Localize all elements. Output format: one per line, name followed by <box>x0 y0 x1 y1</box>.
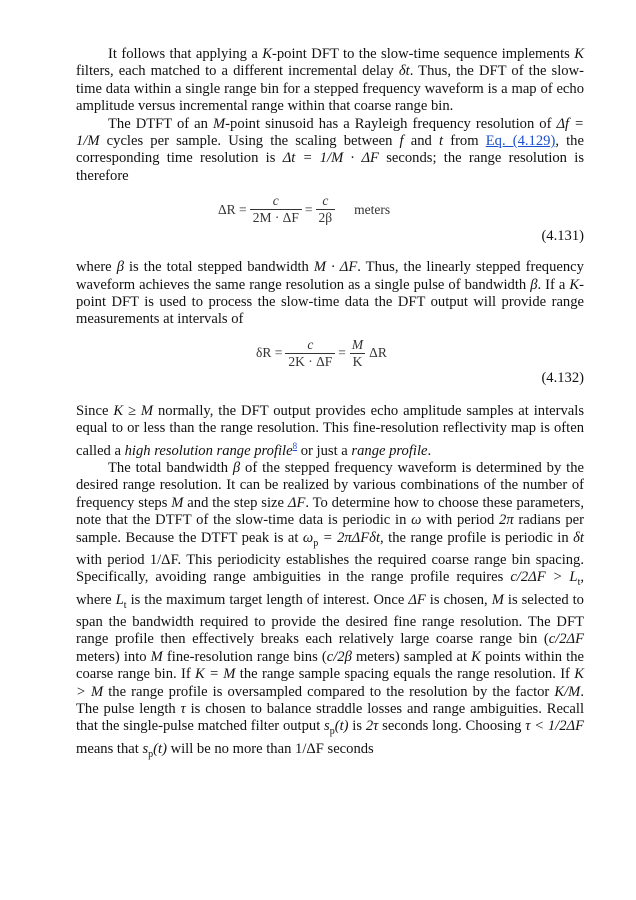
paragraph-dtft-resolution: The DTFT of an M-point sinusoid has a Rayleigh frequency resolution of Δf = 1/M cycles per sample. Using the scaling between f and t from Eq. (4.129), the corresponding time resolution is Δt = 1/M · ΔF seconds; the range resolution is therefore <box>76 115 584 184</box>
paragraph-stepped-frequency-design: The total bandwidth β of the stepped frequency waveform is determined by the desired range resolution. It can be realized by various combinations of the number of frequency steps M and the step size ΔF. To determine how to choose these parameters, note that the DTFT of the slow-time data is periodic in ω with period 2π radians per sample. Because the DTFT peak is at $\omega_p = 2\pi\Delta F\delta t$, the range profile is periodic in δt with period 1/ΔF. This periodicity establishes the required coarse range bin spacing. Specifically, avoiding range ambiguities in the range profile requires $c/2\Delta F > L_t$, where $L_t$ is the maximum target length of interest. Once ΔF is chosen, M is selected to span the bandwidth required to provide the desired fine range resolution. The DFT range profile then effectively breaks each relatively large coarse range bin (c/2ΔF meters) into M fine-resolution range bins (c/2β meters) sampled at K points within the coarse range bin. If K = M the range sample spacing equals the range resolution. If K > M the range profile is oversampled compared to the resolution by the factor K/M. The pulse length τ is chosen to balance straddle losses and range ambiguities. Recall that the single-pulse matched filter output $s_p(t)$ is 2τ seconds long. Choosing τ < 1/2ΔF means that $s_p(t)$ will be no more than 1/ΔF seconds <box>76 459 585 760</box>
equation-4-132 <box>76 337 584 387</box>
equation-number: (4.132) <box>541 369 584 386</box>
equation-4-132-formula: δR = $\frac{c}{2K \cdot \Delta F}$ = $\frac{M}{K}$ ΔR <box>256 336 387 369</box>
equation-4-131-formula: ΔR = $\frac{c}{2M \cdot \Delta F}$ = $\frac{c}{2\beta}$ meters <box>218 193 391 226</box>
eq-lhs: ΔR = <box>218 201 247 217</box>
paragraph-dft-filters: It follows that applying a K-point DFT to the slow-time sequence implements K filters, each matched to a different incremental delay δt. Thus, the DFT of the slow-time data within a single range bin for a stepped frequency waveform is a map of echo amplitude versus incremental range within that coarse range bin. <box>76 46 585 115</box>
fraction: $\frac{c}{2K \cdot \Delta F}$ <box>285 337 335 370</box>
eq-unit: meters <box>354 201 391 217</box>
document-page <box>76 46 584 763</box>
fraction: $\frac{c}{2\beta}$ <box>316 193 336 226</box>
equation-link-4-129[interactable]: Eq. (4.129) <box>485 133 556 150</box>
equation-number: (4.131) <box>541 228 584 245</box>
fraction: $\frac{M}{K}$ <box>349 337 366 370</box>
fraction: $\frac{c}{2M \cdot \Delta F}$ <box>250 193 302 226</box>
eq-lhs: δR = <box>256 345 283 361</box>
equation-4-131 <box>76 193 584 245</box>
footnote-link-8[interactable]: 8 <box>292 440 298 451</box>
paragraph-bandwidth: where β is the total stepped bandwidth M · ΔF. Thus, the linearly stepped frequency waveform achieves the same range resolution as a single pulse of bandwidth β. If a K-point DFT is used to process the slow-time data the DFT output will provide range measurements at intervals of <box>76 259 584 328</box>
paragraph-range-profile: Since K ≥ M normally, the DFT output provides echo amplitude samples at intervals equal to or less than the range resolution. This fine-resolution reflectivity map is often called a high resolution range profile$^8$ or just a range profile. <box>76 402 584 459</box>
